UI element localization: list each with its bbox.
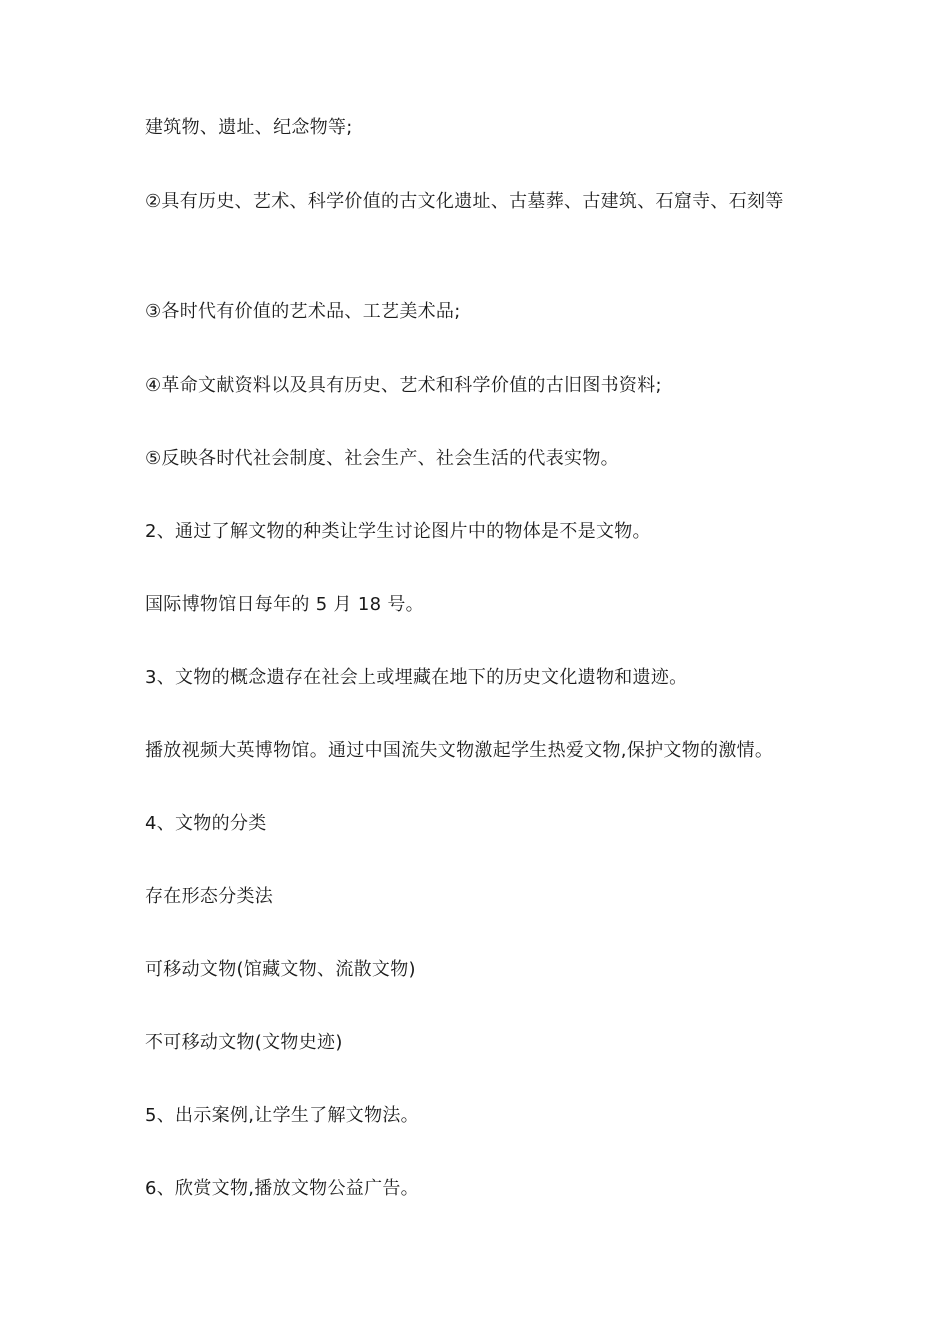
paragraph-8: 3、文物的概念遗存在社会上或埋藏在地下的历史文化遗物和遗迹。	[145, 667, 688, 688]
paragraph-11: 存在形态分类法	[145, 886, 274, 907]
paragraph-6: 2、通过了解文物的种类让学生讨论图片中的物体是不是文物。	[145, 521, 651, 542]
paragraph-4: ④革命文献资料以及具有历史、艺术和科学价值的古旧图书资料;	[145, 375, 662, 396]
paragraph-5: ⑤反映各时代社会制度、社会生产、社会生活的代表实物。	[145, 448, 619, 469]
paragraph-15: 6、欣赏文物,播放文物公益广告。	[145, 1178, 419, 1199]
paragraph-13: 不可移动文物(文物史迹)	[145, 1032, 343, 1053]
paragraph-10: 4、文物的分类	[145, 813, 267, 834]
paragraph-3: ③各时代有价值的艺术品、工艺美术品;	[145, 301, 461, 322]
paragraph-7: 国际博物馆日每年的 5 月 18 号。	[145, 594, 424, 615]
paragraph-12: 可移动文物(馆藏文物、流散文物)	[145, 959, 416, 980]
paragraph-2: ②具有历史、艺术、科学价值的古文化遗址、古墓葬、古建筑、石窟寺、石刻等	[145, 191, 784, 212]
paragraph-1: 建筑物、遗址、纪念物等;	[145, 117, 353, 138]
paragraph-14: 5、出示案例,让学生了解文物法。	[145, 1105, 419, 1126]
paragraph-9: 播放视频大英博物馆。通过中国流失文物激起学生热爱文物,保护文物的激情。	[145, 740, 774, 761]
